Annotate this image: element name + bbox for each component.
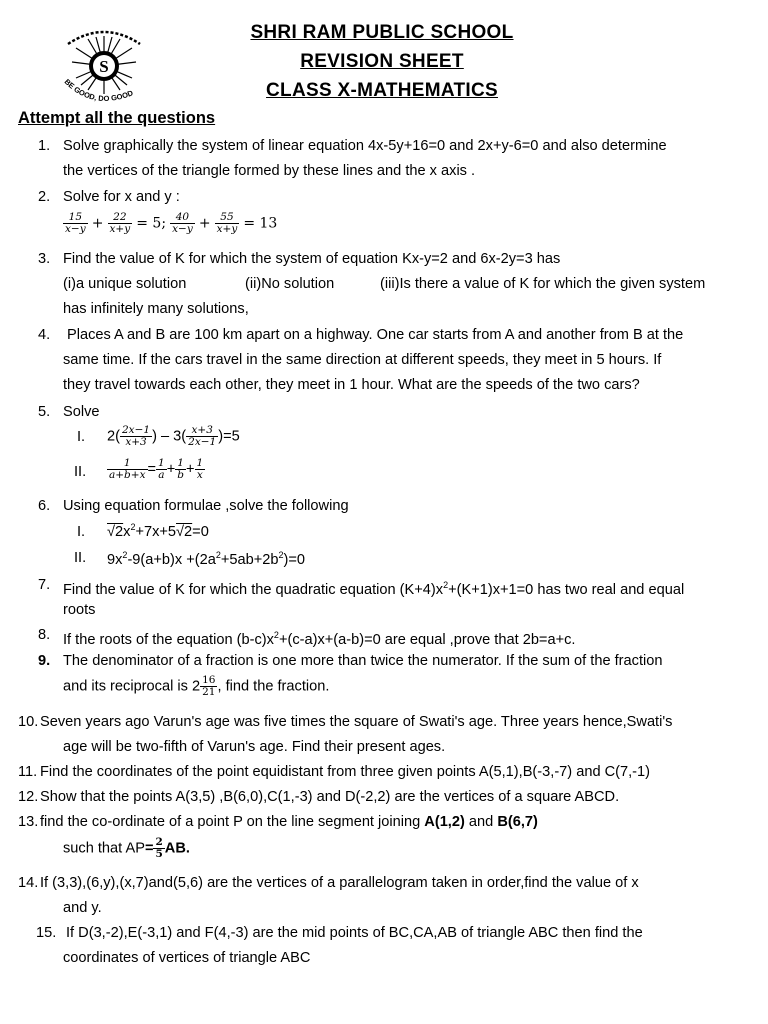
fraction: $\frac{40}{x-y}$	[172, 211, 193, 235]
equation-5-ii	[107, 458, 205, 481]
question-text: age will be two-fifth of Varun's age. Find their present ages.	[63, 739, 446, 755]
question-text: the vertices of the triangle formed by these lines and the x axis .	[63, 163, 476, 179]
question-number: 3.	[38, 251, 51, 267]
question-number: 7.	[38, 577, 51, 593]
roman-numeral: I.	[77, 524, 86, 540]
question-text: Find the value of K for which the system of equation Kx-y=2 and 6x-2y=3 has	[63, 251, 561, 267]
question-text: and y.	[63, 900, 102, 916]
point-b: B(6,7)	[497, 814, 538, 830]
roman-numeral: II.	[74, 550, 87, 566]
question-text: Find the coordinates of the point equidistant from three given points A(5,1),B(-3,-7) and C(7,-1)	[40, 764, 651, 780]
sheet-title: REVISION SHEET	[300, 51, 464, 72]
operator: =	[147, 461, 157, 478]
question-9-line2: and its reciprocal is 2 $\frac{16}{21}$ , find the fraction.	[63, 674, 330, 698]
question-text: If (3,3),(6,y),(x,7)and(5,6) are the vertices of a parallelogram taken in order,find the value of x	[40, 875, 639, 891]
emblem-letter: S	[99, 57, 109, 76]
operator: +	[198, 215, 211, 232]
equation-part: )=5	[218, 428, 240, 445]
sqrt: √2	[176, 524, 193, 540]
fraction: $\frac{15}{x-y}$	[65, 211, 86, 235]
question-text: Solve for x and y :	[63, 189, 180, 205]
question-text: roots	[63, 602, 96, 618]
class-subject: CLASS X-MATHEMATICS	[266, 80, 498, 101]
equation-part: 2(	[107, 428, 120, 445]
question-text: If D(3,-2),E(-3,1) and F(4,-3) are the mid points of BC,CA,AB of triangle ABC then find the	[66, 925, 643, 941]
fraction: $\frac{x+3}{2x-1}$	[188, 424, 217, 448]
question-number: 8.	[38, 627, 51, 643]
question-text: The denominator of a fraction is one more than twice the numerator. If the sum of the fraction	[63, 653, 663, 669]
question-text: Seven years ago Varun's age was five times the square of Swati's age. Three years hence,Swati's	[40, 714, 673, 730]
question-text: Find the value of K for which the quadratic equation $(K+4)x^2+(K+1)x+1=0$ has two real and equal	[63, 580, 685, 598]
question-text: same time. If the cars travel in the same direction at different speeds, they meet in 5 hours. If	[63, 352, 662, 368]
equation-pair	[63, 212, 277, 235]
operator: +	[185, 461, 195, 478]
school-name: SHRI RAM PUBLIC SCHOOL	[250, 22, 514, 43]
question-number: 13.	[18, 814, 39, 830]
question-number: 2.	[38, 189, 51, 205]
roman-numeral: I.	[77, 429, 86, 445]
question-text: Solve graphically the system of linear equation 4x-5y+16=0 and 2x+y-6=0 and also determine	[63, 138, 667, 154]
option-iii: (iii)Is there a value of K for which the given system	[380, 276, 706, 292]
question-text: Show that the points A(3,5) ,B(6,0),C(1,-3) and D(-2,2) are the vertices of a square ABCD.	[40, 789, 620, 805]
question-text: Places A and B are 100 km apart on a highway. One car starts from A and another from B at the	[67, 327, 684, 343]
point-a: A(1,2)	[424, 814, 465, 830]
equation-part: ) – 3(	[152, 428, 187, 445]
question-text: has infinitely many solutions,	[63, 301, 249, 317]
fraction: $\frac{2x-1}{x+3}$	[121, 424, 151, 448]
question-number: 12.	[18, 789, 39, 805]
fraction: $\frac{1}{x}$	[196, 457, 204, 481]
equation-6-ii: $9x^2-9(a+b)x +(2a^2+5ab+2b^2)=0$	[107, 550, 306, 568]
equation-6-i: $√2x^2+7x+5√2=0$	[107, 522, 209, 540]
motto-text: BE GOOD, DO GOOD	[62, 77, 135, 104]
question-number: 15.	[36, 925, 57, 941]
question-number: 9.	[38, 653, 51, 669]
equation-5-i	[107, 425, 240, 448]
question-number: 4.	[38, 327, 51, 343]
question-text: Using equation formulae ,solve the following	[63, 498, 349, 514]
fraction: $\frac{1}{b}$	[177, 457, 184, 481]
question-number: 6.	[38, 498, 51, 514]
operator: +	[91, 215, 104, 232]
question-number: 10.	[18, 714, 39, 730]
question-text: coordinates of vertices of triangle ABC	[63, 950, 311, 966]
fraction: $\frac{55}{x+y}$	[216, 211, 238, 235]
instruction-heading: Attempt all the questions	[18, 109, 216, 127]
fraction: $\frac{2}{5}$	[155, 836, 163, 860]
operator: +	[166, 461, 176, 478]
fraction: $\frac{1}{a}$	[158, 457, 165, 481]
question-number: 5.	[38, 404, 51, 420]
question-number: 1.	[38, 138, 51, 154]
fraction: $\frac{1}{a+b+x}$	[109, 457, 146, 481]
operator: = 5;	[136, 215, 167, 232]
option-ii: (ii)No solution	[245, 276, 335, 292]
school-logo	[54, 22, 164, 114]
fraction: $\frac{16}{21}$	[202, 674, 216, 698]
question-text: If the roots of the equation $(b-c)x^2+(c-a)x+(a-b)=0$ are equal ,prove that 2b=a+c.	[63, 630, 576, 648]
roman-numeral: II.	[74, 464, 87, 480]
question-13-line2: such that AP= $\frac{2}{5}$ AB.	[63, 836, 190, 860]
operator: = 13	[243, 215, 278, 232]
option-i: (i)a unique solution	[63, 276, 187, 292]
question-number: 14.	[18, 875, 39, 891]
sqrt: √2	[107, 524, 124, 540]
question-text: find the co-ordinate of a point P on the line segment joining A(1,2) and B(6,7)	[40, 814, 538, 830]
question-number: 11.	[18, 764, 38, 780]
question-text: they travel towards each other, they meet in 1 hour. What are the speeds of the two cars?	[63, 377, 640, 393]
fraction: $\frac{22}{x+y}$	[109, 211, 131, 235]
question-text: Solve	[63, 404, 100, 420]
